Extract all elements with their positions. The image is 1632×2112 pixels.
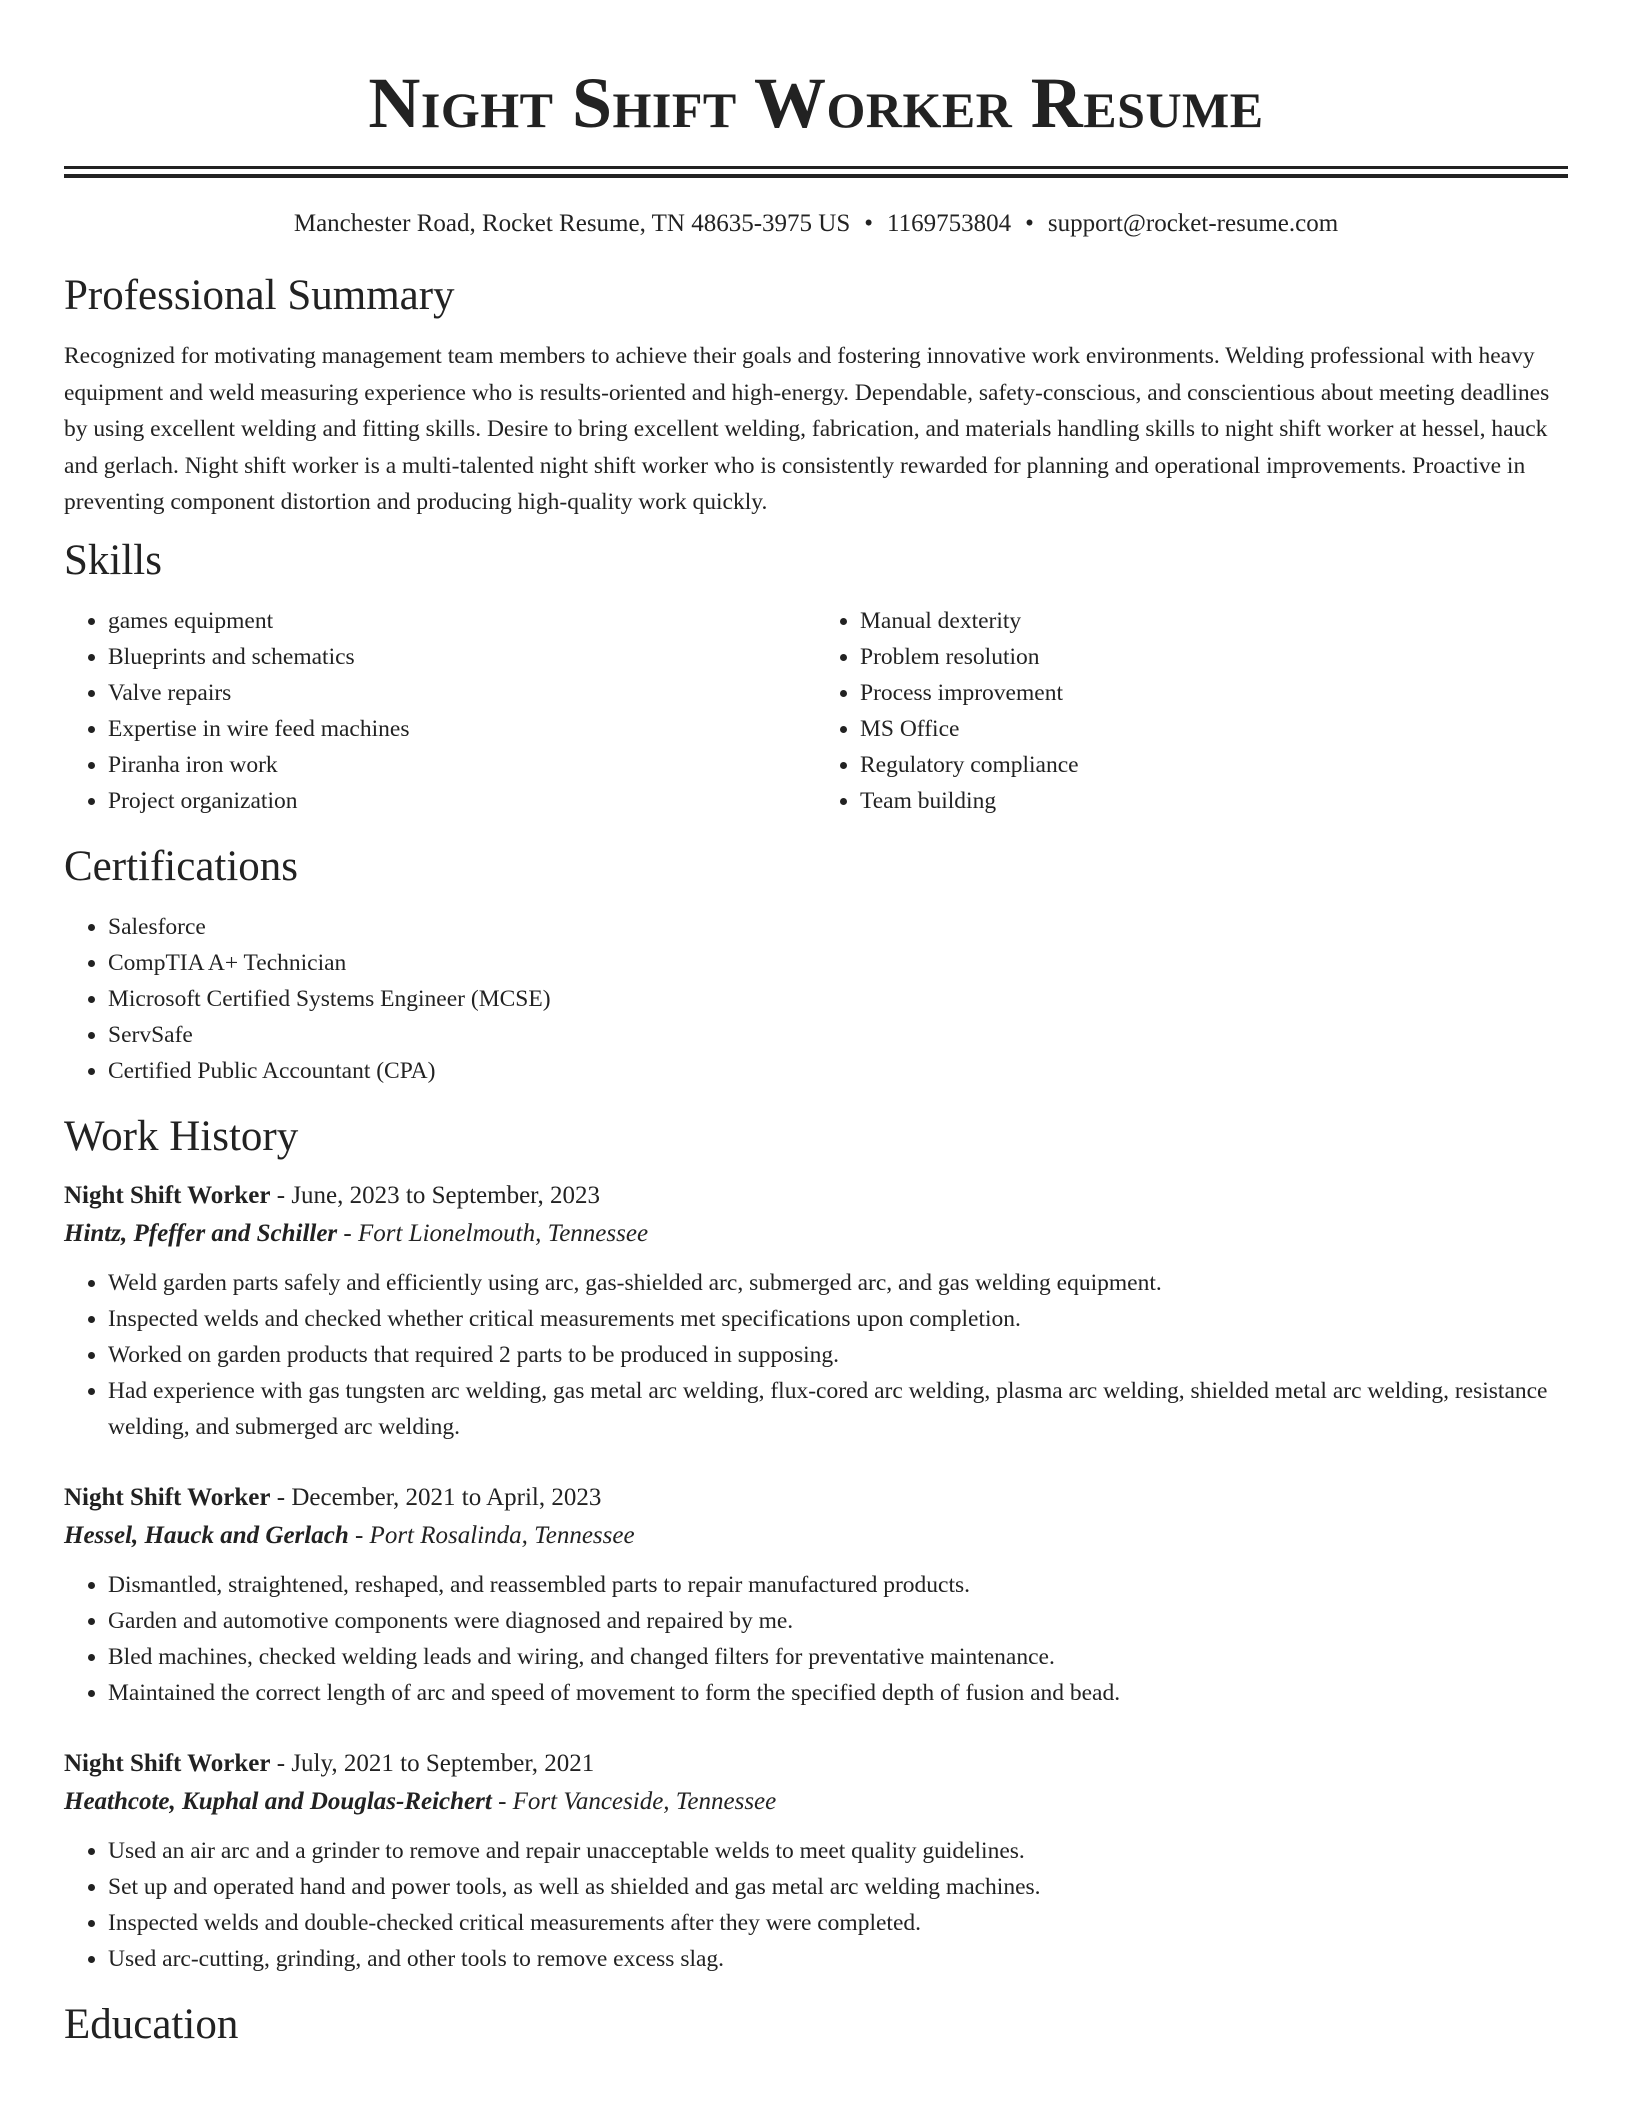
education-section <box>64 1999 1568 2051</box>
certifications-section <box>64 841 1568 1089</box>
job-duties-list <box>64 1567 1568 1711</box>
education-heading: Education <box>64 2000 239 2048</box>
skills-list-left <box>64 603 816 819</box>
work-history-section <box>64 1111 1568 1977</box>
contact-email: support@rocket-resume.com <box>1047 210 1339 237</box>
skill-item: • Team building <box>860 783 1568 819</box>
skills-heading: Skills <box>64 536 162 584</box>
job-dates: - July, 2021 to September, 2021 <box>270 1749 595 1777</box>
job-title: Night Shift Worker <box>64 1483 271 1511</box>
job-duty: • Inspected welds and checked whether critical measurements met specifications upon completion. <box>108 1301 1568 1337</box>
employer-location: - Fort Lionelmouth, Tennessee <box>337 1219 649 1247</box>
skill-item: • games equipment <box>108 603 816 639</box>
job-entry <box>64 1177 1568 1445</box>
skills-grid <box>64 603 1568 819</box>
job-entry <box>64 1479 1568 1711</box>
title-double-rule <box>64 166 1568 178</box>
job-duty: • Weld garden parts safely and efficiently using arc, gas-shielded arc, submerged arc, and gas welding equipment. <box>108 1265 1568 1301</box>
job-title-line <box>64 1177 1568 1215</box>
job-dates: - June, 2023 to September, 2023 <box>270 1181 601 1209</box>
certification-item: • Microsoft Certified Systems Engineer (MCSE) <box>108 981 1568 1017</box>
job-duty: • Garden and automotive components were diagnosed and repaired by me. <box>108 1603 1568 1639</box>
certification-item: • ServSafe <box>108 1017 1568 1053</box>
certifications-list <box>64 909 1568 1089</box>
job-title: Night Shift Worker <box>64 1749 271 1777</box>
employer-line <box>64 1517 1568 1555</box>
contact-line <box>64 208 1568 240</box>
job-duty: • Used arc-cutting, grinding, and other tools to remove excess slag. <box>108 1941 1568 1977</box>
employer-location: - Fort Vanceside, Tennessee <box>491 1787 777 1815</box>
job-duty: • Used an air arc and a grinder to remove and repair unacceptable welds to meet quality guidelines. <box>108 1833 1568 1869</box>
skills-list-right <box>816 603 1568 819</box>
certification-item: • Certified Public Accountant (CPA) <box>108 1053 1568 1089</box>
skill-item: • Piranha iron work <box>108 747 816 783</box>
job-duty: • Inspected welds and double-checked critical measurements after they were completed. <box>108 1905 1568 1941</box>
employer-line <box>64 1215 1568 1253</box>
summary-heading: Professional Summary <box>64 272 455 319</box>
job-entry <box>64 1745 1568 1977</box>
job-duties-list <box>64 1265 1568 1445</box>
employer-line <box>64 1783 1568 1821</box>
job-title-line <box>64 1745 1568 1783</box>
contact-phone: 1169753804 <box>887 210 1012 237</box>
certification-item: • Salesforce <box>108 909 1568 945</box>
employer-name: Hintz, Pfeffer and Schiller <box>64 1219 338 1247</box>
job-duty: • Maintained the correct length of arc and speed of movement to form the specified depth of fusion and bead. <box>108 1675 1568 1711</box>
skill-item: • MS Office <box>860 711 1568 747</box>
employer-name: Heathcote, Kuphal and Douglas-Reichert <box>64 1787 492 1815</box>
employer-name: Hessel, Hauck and Gerlach <box>64 1521 349 1549</box>
skills-section <box>64 535 1568 819</box>
job-duty: • Bled machines, checked welding leads and wiring, and changed filters for preventative maintenance. <box>108 1639 1568 1675</box>
job-duty: • Dismantled, straightened, reshaped, and reassembled parts to repair manufactured products. <box>108 1567 1568 1603</box>
contact-address: Manchester Road, Rocket Resume, TN 48635-3975 US <box>293 210 851 237</box>
employer-location: - Port Rosalinda, Tennessee <box>348 1521 635 1549</box>
job-duties-list <box>64 1833 1568 1977</box>
job-duty: • Worked on garden products that required 2 parts to be produced in supposing. <box>108 1337 1568 1373</box>
contact-separator: • <box>864 210 874 237</box>
summary-text: Recognized for motivating management team members to achieve their goals and fostering innovative work environments. Welding professional with heavy equipment and weld measuring experience who is results-oriented and high-energy. Dependable, safety-conscious, and conscientious about meeting deadlines by using excellent welding and fitting skills. Desire to bring excellent welding, fabrication, and materials handling skills to night shift worker at hessel, hauck and gerlach. Night shift worker is a multi-talented night shift worker who is consistently rewarded for planning and operational improvements. Proactive in preventing component distortion and producing high-quality work quickly. <box>64 343 1550 515</box>
job-dates: - December, 2021 to April, 2023 <box>270 1483 602 1511</box>
resume-page <box>64 0 1568 2051</box>
skill-item: • Blueprints and schematics <box>108 639 816 675</box>
job-title-line <box>64 1479 1568 1517</box>
skill-item: • Problem resolution <box>860 639 1568 675</box>
certifications-heading: Certifications <box>64 842 299 890</box>
skill-item: • Project organization <box>108 783 816 819</box>
summary-section <box>64 270 1568 521</box>
contact-separator: • <box>1025 210 1034 237</box>
resume-title: Night Shift Worker Resume <box>368 63 1264 143</box>
work-history-heading: Work History <box>64 1112 299 1160</box>
skill-item: • Process improvement <box>860 675 1568 711</box>
skill-item: • Valve repairs <box>108 675 816 711</box>
skill-item: • Manual dexterity <box>860 603 1568 639</box>
job-duty: • Set up and operated hand and power tools, as well as shielded and gas metal arc welding machines. <box>108 1869 1568 1905</box>
skill-item: • Expertise in wire feed machines <box>108 711 816 747</box>
certification-item: • CompTIA A+ Technician <box>108 945 1568 981</box>
skill-item: • Regulatory compliance <box>860 747 1568 783</box>
job-duty: • Had experience with gas tungsten arc welding, gas metal arc welding, flux-cored arc welding, plasma arc welding, shielded metal arc welding, resistance welding, and submerged arc welding. <box>108 1373 1568 1445</box>
job-title: Night Shift Worker <box>64 1181 271 1209</box>
